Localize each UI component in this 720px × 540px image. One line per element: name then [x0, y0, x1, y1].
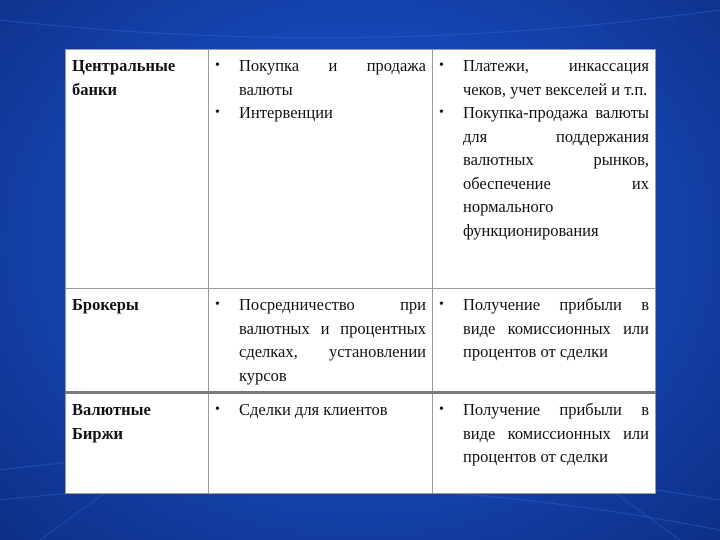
list-item: • Получение прибыли в виде комиссионных или процентов от сделки: [439, 295, 649, 361]
bullet-icon: •: [215, 297, 220, 312]
bullet-icon: •: [215, 105, 220, 120]
bullet-icon: •: [215, 402, 220, 417]
goals-cell: [433, 50, 656, 289]
goals-cell: [433, 289, 656, 393]
functions-cell: [209, 289, 433, 393]
functions-cell: [209, 393, 433, 494]
bullet-icon: •: [439, 58, 444, 73]
list-item: • Покупка и продажа валюты: [215, 56, 426, 99]
participant-label: Брокеры: [72, 295, 139, 314]
goals-cell: [433, 393, 656, 494]
bullet-icon: •: [439, 297, 444, 312]
bullet-icon: •: [439, 402, 444, 417]
table-row: [66, 50, 656, 289]
participants-table: [65, 49, 656, 494]
participant-label: Валютные Биржи: [72, 400, 151, 443]
list-item: • Интервенции: [215, 101, 426, 125]
list-item: • Посредничество при валютных и процентных сделках, установлении курсов: [215, 295, 426, 385]
list-item: • Платежи, инкассация чеков, учет векселей и т.п.: [439, 56, 649, 99]
participant-label: Центральные банки: [72, 56, 176, 99]
table-row: [66, 289, 656, 393]
functions-cell: [209, 50, 433, 289]
list-item: • Покупка-продажа валюты для поддержания валютных рынков, обеспечение их нормального функционирования: [439, 103, 649, 240]
list-item: • Получение прибыли в виде комиссионных или процентов от сделки: [439, 400, 649, 466]
participant-cell: [66, 393, 209, 494]
bullet-icon: •: [215, 58, 220, 73]
participant-cell: [66, 50, 209, 289]
participant-cell: [66, 289, 209, 393]
bullet-icon: •: [439, 105, 444, 120]
table-row: [66, 393, 656, 494]
list-item: • Сделки для клиентов: [215, 398, 426, 422]
